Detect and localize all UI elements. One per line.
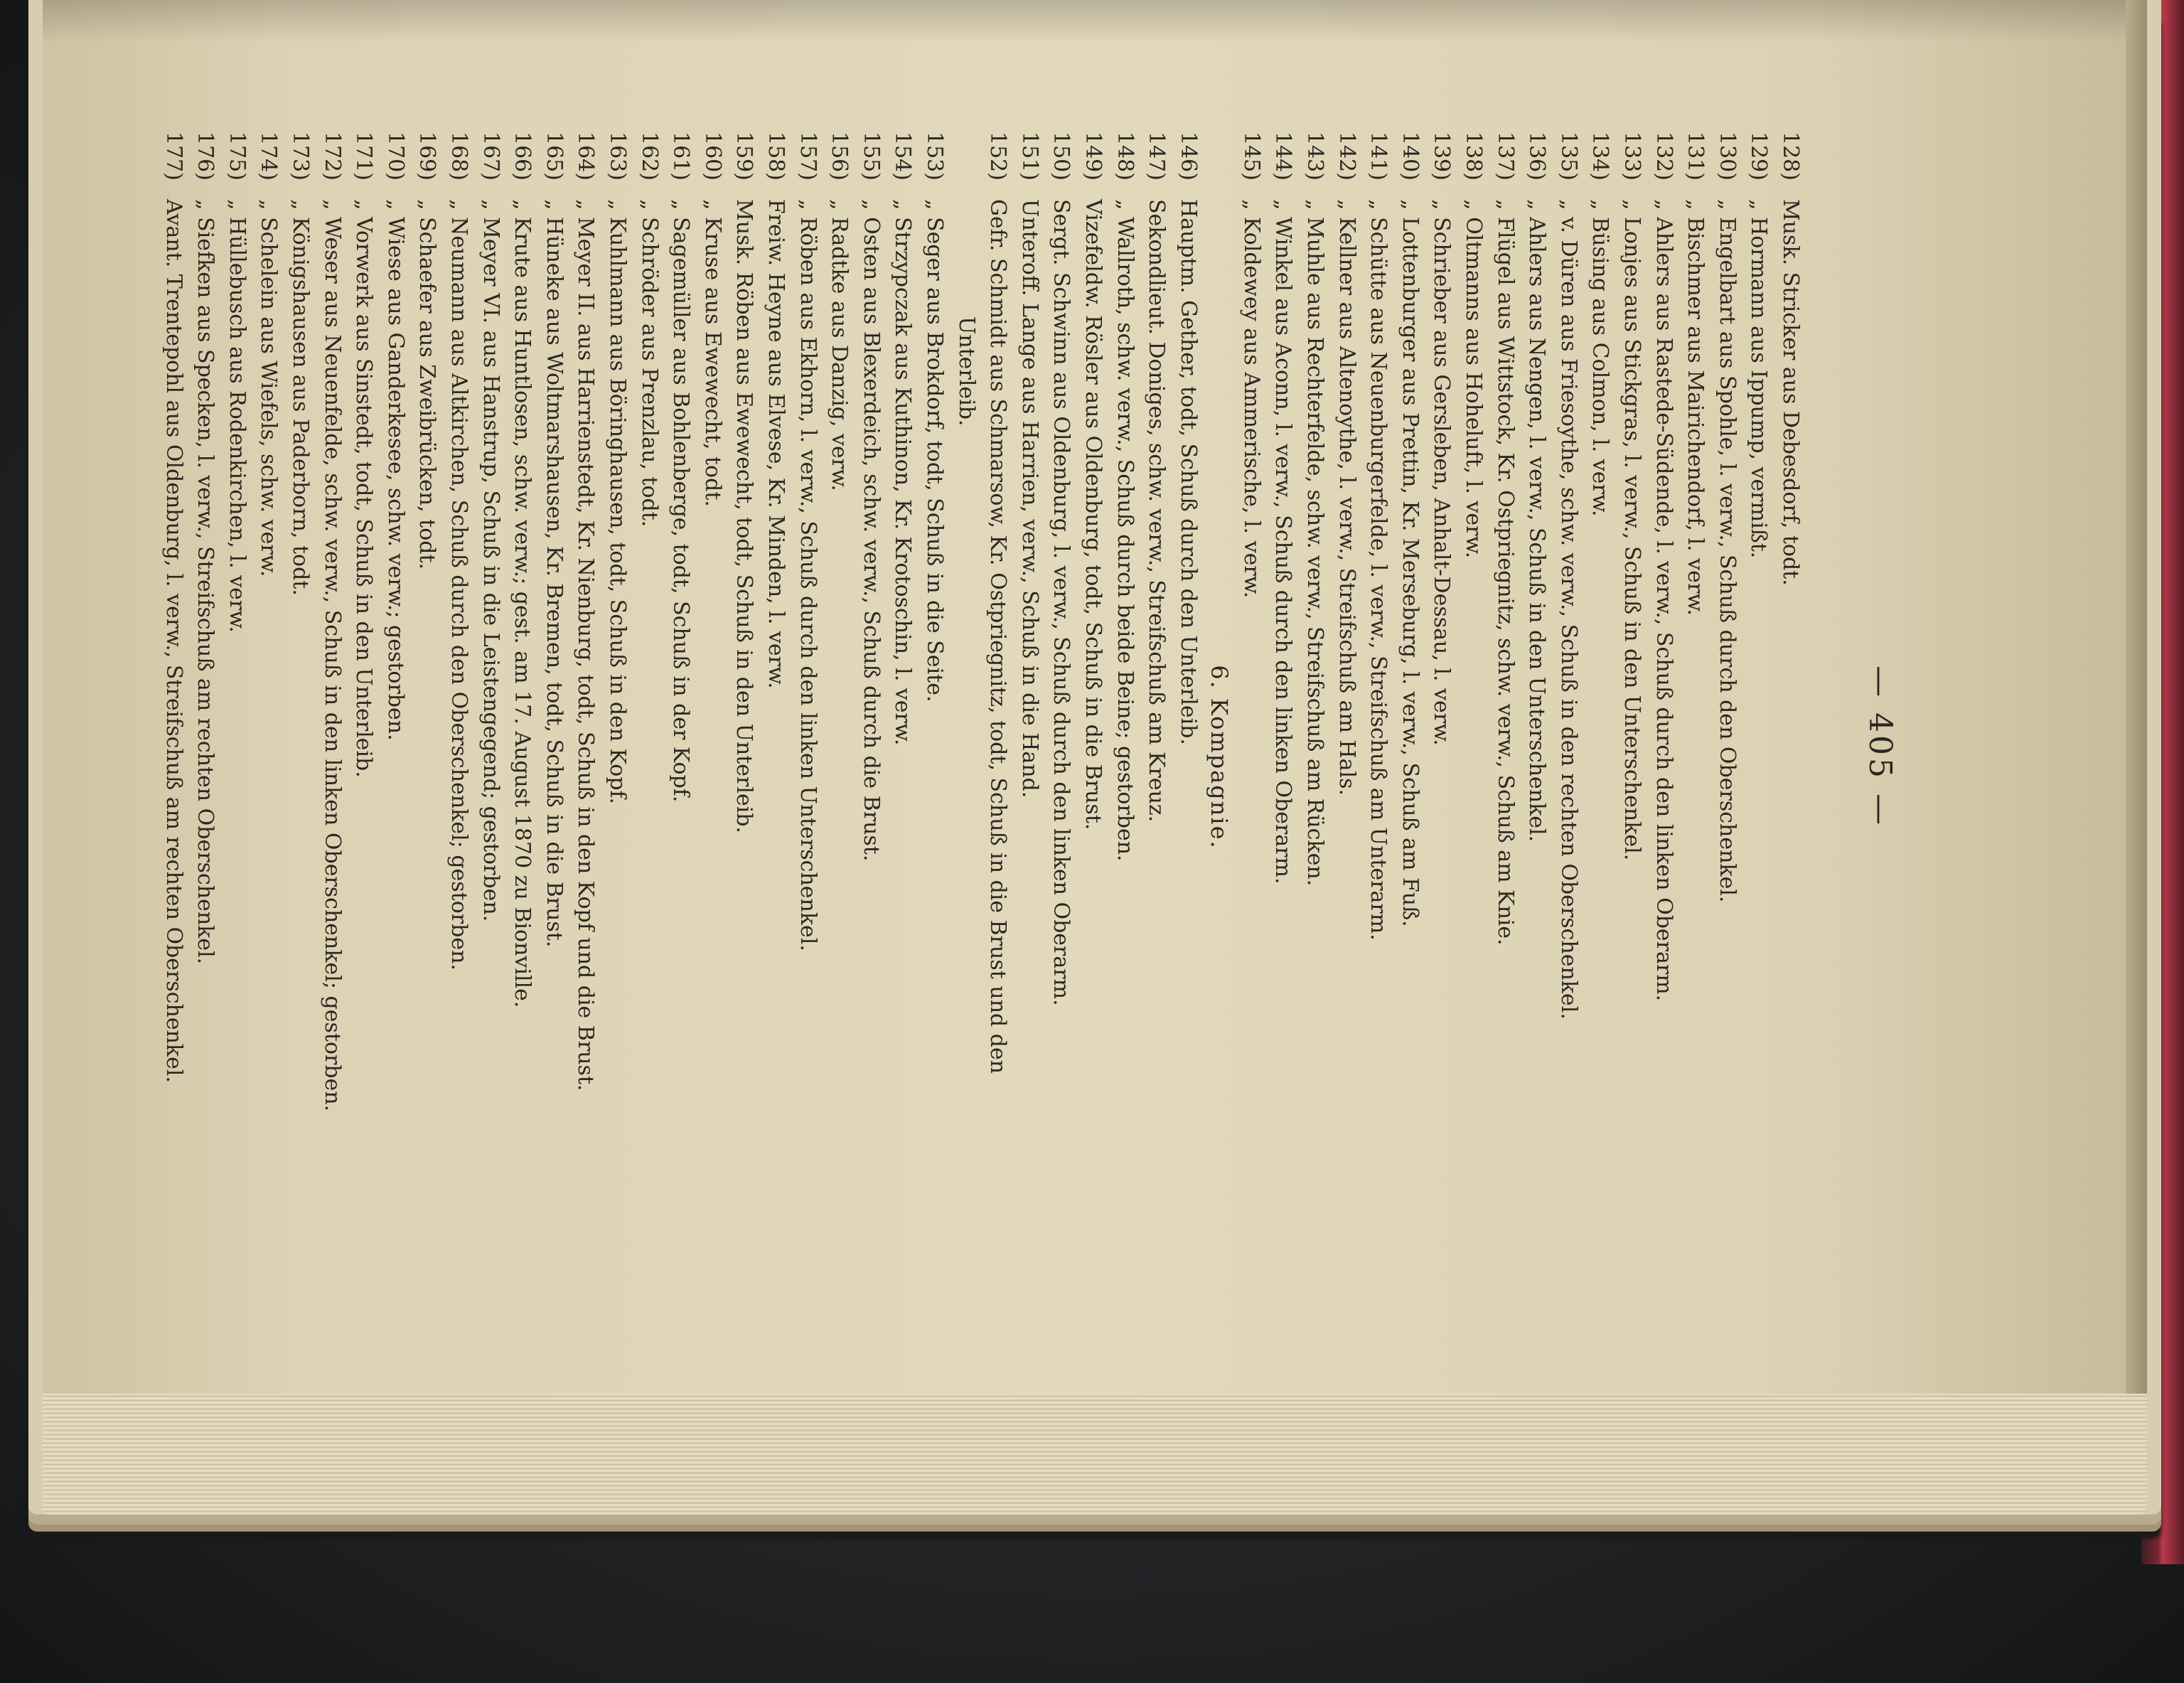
entry-text: „ Lonjes aus Stickgras, l. verw., Schuß in den Unterschenkel.: [1620, 199, 1645, 861]
list-item: [1552, 132, 1584, 1383]
entry-number: 156): [827, 132, 852, 181]
list-item: [665, 132, 697, 1383]
entry-text: „ Wallroth, schw. verw., Schuß durch beide Beine; gestorben.: [1112, 199, 1138, 862]
entry-number: 173): [288, 132, 314, 181]
entry-text: „ Hüneke aus Woltmarshausen, Kr. Bremen, todt, Schuß in die Brust.: [541, 199, 567, 948]
entry-number: 168): [446, 132, 472, 181]
entry-number: 161): [668, 132, 694, 181]
entry-text: „ Schaefer aus Zweibrücken, todt.: [414, 199, 440, 570]
list-item: [982, 132, 1014, 1383]
list-item: [1076, 132, 1108, 1383]
entry-number: 143): [1302, 132, 1328, 181]
list-item: [442, 132, 474, 1383]
entry-number: 162): [636, 132, 662, 181]
page-edges: [43, 1394, 2147, 1514]
list-item: [1172, 132, 1204, 1383]
entry-text: „ Radtke aus Danzig, verw.: [827, 199, 852, 491]
entry-number: 149): [1080, 132, 1106, 181]
list-item: [1647, 132, 1679, 1383]
entry-text: „ Schrieber aus Gersleben, Anhalt-Dessau, l. verw.: [1429, 199, 1455, 746]
entry-number: 144): [1270, 132, 1296, 181]
entry-text: „ Ahlers aus Nengen, l. verw., Schuß in den Unterschenkel.: [1524, 199, 1550, 843]
entry-number: 163): [605, 132, 631, 181]
list-item: [1299, 132, 1331, 1383]
list-item: [1362, 132, 1394, 1383]
list-item: [1140, 132, 1172, 1383]
list-item: [855, 132, 887, 1383]
list-item: [1584, 132, 1616, 1383]
entry-text: „ Hüllebusch aus Rodenkirchen, l. verw.: [224, 199, 250, 633]
entry-number: 134): [1588, 132, 1613, 181]
list-item: [1679, 132, 1711, 1383]
entry-number: 146): [1175, 132, 1201, 181]
list-item: [1108, 132, 1140, 1383]
entry-text: „ Bischmer aus Mairichendorf, l. verw.: [1683, 199, 1708, 616]
entry-number: 130): [1714, 132, 1740, 181]
list-item: [284, 132, 316, 1383]
list-item: [1045, 132, 1077, 1383]
entry-number: 154): [890, 132, 916, 181]
entry-text: Unterleib.: [953, 316, 979, 427]
entry-text: „ Strzypczak aus Kuthinon, Kr. Krotoschin, l. verw.: [890, 199, 916, 746]
entry-number: 128): [1778, 132, 1803, 181]
page-text-rotated: [161, 89, 1898, 1404]
list-item: [252, 132, 284, 1383]
entry-text: „ Meyer VI. aus Hanstrup, Schuß in die Leistengegend; gestorben.: [478, 199, 503, 922]
entry-text: Avant. Trentepohl aus Oldenburg, l. verw., Streifschuß am rechten Oberschenkel.: [161, 199, 186, 1083]
entry-number: 136): [1524, 132, 1550, 181]
entry-text: „ Kuhlmann aus Böringhausen, todt, Schuß in den Kopf.: [605, 199, 631, 805]
list-item: [1235, 132, 1267, 1383]
entry-text: Gefr. Schmidt aus Schmarsow, Kr. Ostpriegnitz, todt, Schuß in die Brust und den: [985, 199, 1011, 1074]
list-item: [1267, 132, 1299, 1383]
entry-number: 150): [1049, 132, 1074, 181]
entry-text: „ Kruse aus Ewewecht, todt.: [700, 199, 725, 507]
list-item: [1489, 132, 1521, 1383]
list-item: [569, 132, 601, 1383]
entry-number: 142): [1334, 132, 1359, 181]
entry-text: Musk. Röben aus Ewewecht, todt, Schuß in den Unterleib.: [732, 199, 757, 834]
entry-text: „ Seger aus Brokdorf, todt, Schuß in die Seite.: [921, 199, 947, 702]
list-item: [1743, 132, 1774, 1383]
entry-text: Sekondlieut. Doniges, schw. verw., Streifschuß am Kreuz.: [1144, 199, 1169, 823]
entry-number: 137): [1492, 132, 1518, 181]
entry-number: 160): [700, 132, 725, 181]
entry-text: Vizefeldw. Rösler aus Oldenburg, todt, Schuß in die Brust.: [1080, 199, 1106, 830]
entry-text: Sergt. Schwinn aus Oldenburg, l. verw., Schuß durch den linken Oberarm.: [1049, 199, 1074, 1006]
casualty-list: [157, 132, 1806, 1383]
list-item: [506, 132, 538, 1383]
list-item: [1425, 132, 1457, 1383]
list-item: [220, 132, 252, 1383]
entry-number: 171): [351, 132, 377, 181]
page-number: — 405 —: [1862, 666, 1898, 828]
entry-number: 177): [161, 132, 186, 181]
list-item: [791, 132, 823, 1383]
list-item: [728, 132, 760, 1383]
entry-text: „ Osten aus Blexerdeich, schw. verw., Schuß durch die Brust.: [858, 199, 884, 862]
entry-text: „ Wiese aus Ganderkesee, schw. verw.; gestorben.: [382, 199, 408, 741]
entry-text: „ Siefken aus Specken, l. verw., Streifschuß am rechten Oberschenkel.: [193, 199, 218, 965]
entry-text: „ Koldewey aus Ammerische, l. verw.: [1238, 199, 1264, 599]
entry-text: Musk. Stricker aus Debesdorf, todt.: [1778, 199, 1803, 586]
entry-number: 133): [1620, 132, 1645, 181]
list-item: [1615, 132, 1647, 1383]
entry-number: 155): [858, 132, 884, 181]
entry-number: 152): [985, 132, 1011, 181]
entry-number: 132): [1651, 132, 1676, 181]
entry-number: 131): [1683, 132, 1708, 181]
entry-number: 170): [382, 132, 408, 181]
list-item: [696, 132, 728, 1383]
entry-number: 158): [764, 132, 788, 181]
entry-number: 176): [193, 132, 218, 181]
list-item: [316, 132, 348, 1383]
entry-number: 167): [478, 132, 503, 181]
list-item: [1330, 132, 1362, 1383]
list-item: [887, 132, 919, 1383]
entry-number: 164): [573, 132, 599, 181]
entry-text: „ Sagemüller aus Bohlenberge, todt, Schuß in der Kopf.: [668, 199, 694, 803]
entry-text: „ Büsing aus Colmon, l. verw.: [1588, 199, 1613, 517]
entry-text: „ Vorwerk aus Sinstedt, todt, Schuß in den Unterleib.: [351, 199, 377, 778]
list-item: [759, 132, 791, 1383]
entry-text: „ Ahlers aus Rastede-Südende, l. verw., Schuß durch den linken Oberarm.: [1651, 199, 1676, 1002]
entry-text: „ v. Düren aus Friesoythe, schw. verw., Schuß in den rechten Oberschenkel.: [1556, 199, 1581, 1020]
list-item: [1457, 132, 1489, 1383]
entry-text: „ Muhle aus Rechterfelde, schw. verw., Streifschuß am Rücken.: [1302, 199, 1328, 887]
entry-number: 151): [1017, 132, 1042, 181]
entry-text: Hauptm. Gether, todt, Schuß durch den Unterleib.: [1175, 199, 1201, 745]
entry-text: Unteroff. Lange aus Harrien, verw., Schuß in die Hand.: [1017, 199, 1042, 798]
entries-group-a: [1235, 132, 1806, 1383]
list-item: [823, 132, 855, 1383]
entry-text: „ Königshausen aus Paderborn, todt.: [288, 199, 314, 596]
entry-text: „ Meyer II. aus Harrienstedt, Kr. Nienburg, todt, Schuß in den Kopf und die Brust.: [573, 199, 599, 1091]
entry-number: 148): [1112, 132, 1138, 181]
entry-number: 157): [795, 132, 820, 181]
entry-text: „ Neumann aus Altkirchen, Schuß durch den Oberschenkel; gestorben.: [446, 199, 472, 971]
entry-text: „ Schröder aus Prenzlau, todt.: [636, 199, 662, 528]
list-item: [189, 132, 221, 1383]
list-item: [474, 132, 506, 1383]
list-item: [157, 132, 189, 1383]
page-gutter: [2126, 0, 2147, 1394]
entry-text: „ Oltmanns aus Hoheluft, l. verw.: [1461, 199, 1487, 559]
list-item: [918, 132, 950, 1383]
entry-text: „ Lottenburger aus Prettin, Kr. Merseburg, l. verw., Schuß am Fuß.: [1397, 199, 1423, 927]
entry-number: 153): [921, 132, 947, 181]
entry-number: 138): [1461, 132, 1487, 181]
entry-number: 165): [541, 132, 567, 181]
entry-number: 135): [1556, 132, 1581, 181]
list-item: [1013, 132, 1045, 1383]
entry-text: „ Krute aus Huntlosen, schw. verw.; gest. am 17. August 1870 zu Bionville.: [510, 199, 535, 1008]
list-item: [1521, 132, 1553, 1383]
entry-number: 147): [1144, 132, 1169, 181]
list-item: [1393, 132, 1425, 1383]
section-heading: 6. Kompagnie.: [1206, 665, 1233, 850]
entry-text: „ Schütte aus Neuenburgerfelde, l. verw., Streifschuß am Unterarm.: [1366, 199, 1391, 941]
entries-group-b: [157, 132, 1204, 1383]
entry-text: „ Hormann aus Ippump, vermißt.: [1746, 199, 1772, 559]
list-item: [950, 132, 982, 1383]
list-item: [633, 132, 665, 1383]
list-item: [379, 132, 411, 1383]
list-item: [537, 132, 569, 1383]
list-item: [601, 132, 633, 1383]
list-item: [411, 132, 443, 1383]
entry-number: 166): [510, 132, 535, 181]
entry-number: 141): [1366, 132, 1391, 181]
entry-text: „ Engelbart aus Spohle, l. verw., Schuß durch den Oberschenkel.: [1714, 199, 1740, 903]
entry-number: 145): [1238, 132, 1264, 181]
entry-text: Freiw. Heyne aus Elvese, Kr. Minden, l. verw.: [764, 199, 788, 689]
entry-text: „ Weser aus Neuenfelde, schw. verw., Schuß in den linken Oberschenkel; gestorben.: [319, 199, 345, 1112]
list-item: [1711, 132, 1743, 1383]
binding-shadow: [43, 0, 2126, 43]
entry-text: „ Winkel aus Aconn, l. verw., Schuß durch den linken Oberarm.: [1270, 199, 1296, 885]
list-item: [1774, 132, 1806, 1383]
entry-text: „ Schelein aus Wiefels, schw. verw.: [256, 199, 282, 577]
entry-number: 140): [1397, 132, 1423, 181]
entry-text: „ Röben aus Ekhorn, l. verw., Schuß durch den linken Unterschenkel.: [795, 199, 820, 951]
entry-number: 139): [1429, 132, 1455, 181]
entry-number: 169): [414, 132, 440, 181]
entry-text: „ Kellner aus Altenoythe, l. verw., Streifschuß am Hals.: [1334, 199, 1359, 796]
entry-number: 172): [319, 132, 345, 181]
entry-number: 175): [224, 132, 250, 181]
entry-number: 159): [732, 132, 757, 181]
entry-number: 129): [1746, 132, 1772, 181]
list-item: [348, 132, 380, 1383]
entry-number: 174): [256, 132, 282, 181]
entry-text: „ Flügel aus Wittstock, Kr. Ostpriegnitz, schw. verw., Schuß am Knie.: [1492, 199, 1518, 946]
